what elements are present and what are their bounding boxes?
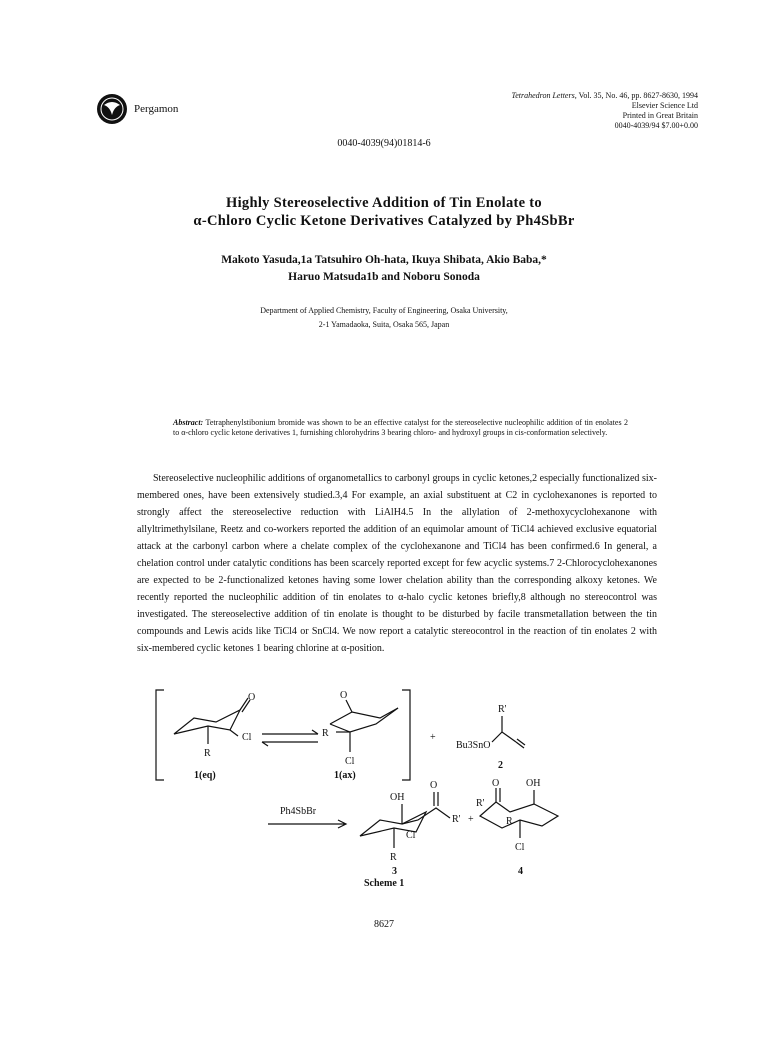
abstract-label: Abstract:	[173, 418, 204, 427]
label-cl-1eq: Cl	[242, 732, 252, 743]
label-cl-3: Cl	[406, 830, 416, 841]
title-line-1: Highly Stereoselective Addition of Tin Enolate to	[226, 195, 542, 211]
plus-sign-2: +	[468, 814, 474, 825]
label-o-3: O	[430, 780, 438, 791]
article-title	[0, 194, 768, 230]
reaction-arrow	[268, 820, 346, 828]
label-1ax: 1(ax)	[334, 770, 356, 781]
label-1eq: 1(eq)	[194, 770, 216, 781]
label-cl-4: Cl	[515, 842, 525, 853]
price-code: 0040-4039/94 $7.00+0.00	[614, 121, 698, 130]
label-rp-2: R'	[498, 704, 507, 715]
pergamon-logo-icon	[96, 93, 128, 125]
journal-name: Tetrahedron Letters,	[511, 91, 577, 100]
bracket-right	[402, 690, 410, 780]
ring-product-4	[480, 802, 558, 828]
label-r-3: R	[390, 852, 397, 863]
scheme-caption: Scheme 1	[364, 878, 405, 888]
scheme-1-diagram	[150, 688, 630, 888]
label-cl-1ax: Cl	[345, 756, 355, 767]
label-rp-3: R'	[452, 814, 461, 825]
label-oh-4: OH	[526, 778, 541, 789]
label-o-4: O	[492, 778, 500, 789]
citation-block	[512, 91, 698, 131]
plus-sign-1: +	[430, 732, 436, 743]
intro-paragraph: Stereoselective nucleophilic additions of organometallics to carbonyl groups in cyclic ketones,2 especially functionalized six-membered ones, have been extensively studied.3,4 For example, an axial substituent at C2 in cyclohexanones is reported to strongly affect the stereoselective reduction with LiAlH4.5 In the allylation of 2-methoxycyclohexanone with allyltrimethylsilane, Reetz and co-workers reported the addition of an equimolar amount of TiCl4 achieved exclusive equatorial attack at the carbonyl carbon where a chelate complex of the cyclohexanone and TiCl4 has been confirmed.6 In general, a chelation control under catalytic conditions has been scarcely reported except for few acyclic systems.7 2-Chlorocyclohexanones are expected to be 2-functionalized ketones having some lower chelation ability than the corresponding alkoxy ketones. We recently reported the nucleophilic addition of tin enolates to α-halo cyclic ketones briefly,8 although no stereocontrol was investigated. The stereoselective addition of tin enolate is thought to be disturbed by facile transmetallation between the tin compounds and Lewis acids like TiCl4 or SnCl4. We now report a catalytic stereocontrol in the reaction of tin enolates 2 with six-membered cyclic ketones 1 bearing chlorine at α-position.	[137, 473, 657, 654]
label-3: 3	[392, 866, 397, 877]
publisher-logo-block	[96, 93, 178, 125]
label-4: 4	[518, 866, 523, 877]
bracket-left	[156, 690, 164, 780]
abstract-text: Tetraphenylstibonium bromide was shown to be an effective catalyst for the stereoselective nucleophilic addition of tin enolates 2 to α-chloro cyclic ketone derivatives 1, furnishing chlorohydrins 3 bearing chloro- and hydroxyl groups in cis-conformation selectively.	[173, 418, 629, 437]
abstract	[173, 418, 628, 438]
affiliation-line-1: Department of Applied Chemistry, Faculty of Engineering, Osaka University,	[260, 306, 508, 315]
label-r-1eq: R	[204, 748, 211, 759]
label-r-1ax: R	[322, 728, 329, 739]
printed-line: Printed in Great Britain	[622, 111, 698, 120]
volume-pages: Vol. 35, No. 46, pp. 8627-8630, 1994	[578, 91, 698, 100]
title-line-2: α-Chloro Cyclic Ketone Derivatives Catalyzed by Ph4SbBr	[193, 213, 575, 229]
label-r-4: R	[506, 816, 513, 827]
publisher-name: Pergamon	[134, 103, 179, 115]
body-text	[137, 470, 657, 657]
ring-product-3	[360, 812, 426, 836]
label-oh-3: OH	[390, 792, 405, 803]
label-reagent: Ph4SbBr	[280, 806, 317, 817]
authors-line-1: Makoto Yasuda,1a Tatsuhiro Oh-hata, Ikuya Shibata, Akio Baba,*	[221, 254, 547, 266]
affiliation	[0, 304, 768, 332]
label-o-1eq: O	[248, 692, 256, 703]
enolate-2	[492, 732, 516, 742]
affiliation-line-2: 2-1 Yamadaoka, Suita, Osaka 565, Japan	[318, 320, 450, 329]
label-2: 2	[498, 760, 503, 771]
authors-line-2: Haruo Matsuda1b and Noboru Sonoda	[288, 271, 480, 283]
publisher-line: Elsevier Science Ltd	[631, 101, 698, 110]
authors	[0, 252, 768, 286]
label-o-1ax: O	[340, 690, 348, 701]
doi-code: 0040-4039(94)01814-6	[337, 138, 431, 149]
label-rp-4: R'	[476, 798, 485, 809]
label-tin: Bu3SnO	[456, 740, 491, 751]
page-number: 8627	[374, 919, 394, 930]
